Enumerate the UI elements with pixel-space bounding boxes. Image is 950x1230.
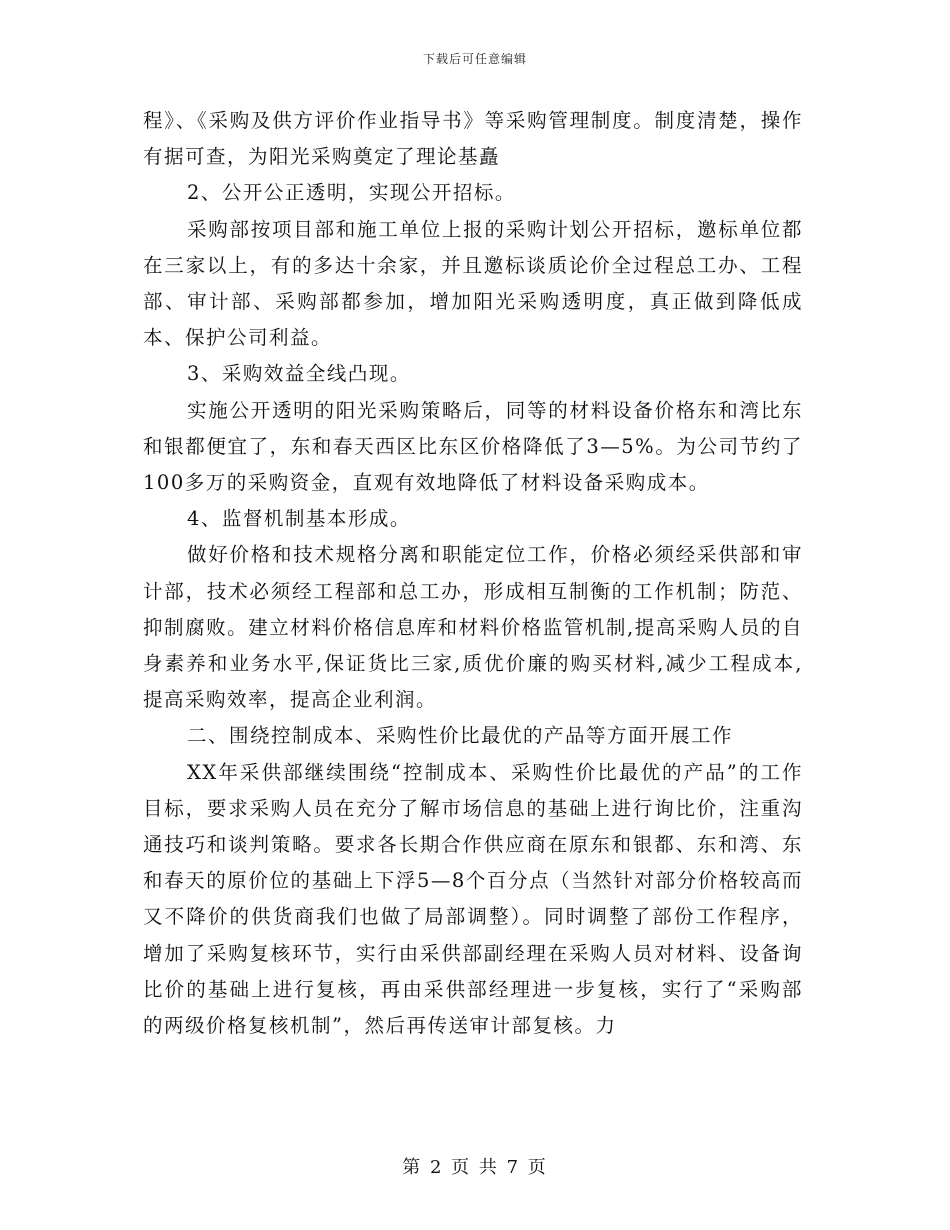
section-heading: 二、围绕控制成本、采购性价比最优的产品等方面开展工作	[187, 724, 734, 748]
paragraph: XX年采供部继续围绕“控制成本、采购性价比最优的产品”的工作目标，要求采购人员在充分了解市场信息的基础上进行询比价，注重沟通技巧和谈判策略。要求各长期合作供应商在原东和银都、东和湾、东和春天的原价位的基础上下浮5—8个百分点（当然针对部分价格较高而又不降价的供货商我们也做了局部调整）。同时调整了部份工作程序，增加了采购复核环节，实行由采供部副经理在采购人员对材料、设备询比价的基础上进行复核，再由采供部经理进一步复核，实行了“采购部的两级价格复核机制”，然后再传送审计部复核。力	[143, 760, 803, 1038]
section-heading: 3、采购效益全线凸现。	[187, 362, 411, 386]
paragraph: 采购部按项目部和施工单位上报的采购计划公开招标，邀标单位都在三家以上，有的多达十余家，并且邀标谈质论价全过程总工办、工程部、审计部、采购部都参加，增加阳光采购透明度，真正做到降低成本、保护公司利益。	[143, 217, 803, 350]
section-heading: 2、公开公正透明，实现公开招标。	[187, 181, 516, 205]
page-header: 下载后可任意编辑	[422, 52, 527, 66]
paragraph: 做好价格和技术规格分离和职能定位工作，价格必须经采供部和审计部，技术必须经工程部和总工办，形成相互制衡的工作机制；防范、抑制腐败。建立材料价格信息库和材料价格监管机制,提高采购人员的自身素养和业务水平,保证货比三家,质优价廉的购买材料,减少工程成本,提高采购效率，提高企业利润。	[143, 543, 803, 712]
document-body	[143, 103, 803, 1044]
paragraph: 实施公开透明的阳光采购策略后，同等的材料设备价格东和湾比东和银都便宜了，东和春天西区比东区价格降低了3—5%。为公司节约了100多万的采购资金，直观有效地降低了材料设备采购成本。	[143, 398, 803, 495]
paragraph: 程》、《采购及供方评价作业指导书》等采购管理制度。制度清楚，操作有据可查，为阳光采购奠定了理论基矗	[143, 109, 803, 169]
section-heading: 4、监督机制基本形成。	[187, 507, 411, 531]
page-number: 第 2 页 共 7 页	[402, 1157, 548, 1178]
